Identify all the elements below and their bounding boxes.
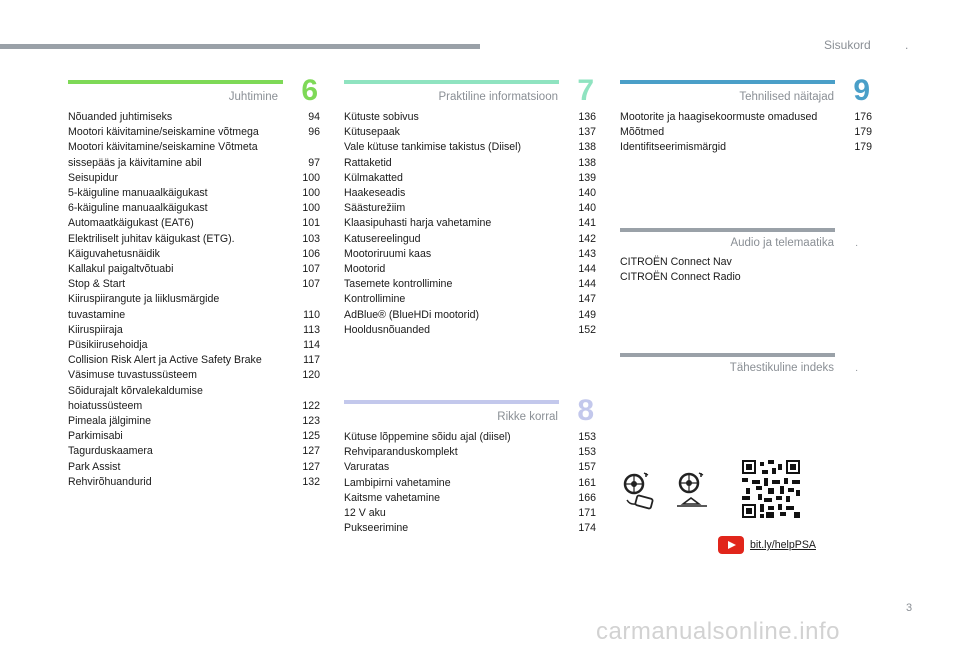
toc-item-page: 113: [303, 323, 320, 336]
toc-item-page: 106: [302, 247, 320, 260]
toc-item-label: Käiguvahetusnäidik: [68, 247, 160, 260]
toc-item-page: 127: [302, 460, 320, 473]
section-rikke: [344, 394, 596, 540]
toc-item-page: 97: [308, 156, 320, 169]
toc-item[interactable]: [68, 429, 320, 444]
toc-item-page: 110: [303, 308, 320, 321]
toc-item-page: 144: [578, 278, 596, 291]
toc-item-label: Kaitsme vahetamine: [344, 491, 440, 504]
toc-item-page: 152: [578, 323, 596, 336]
section-title: Tehnilised näitajad: [739, 91, 834, 103]
toc-item-page: 179: [854, 126, 872, 139]
toc-item[interactable]: [68, 110, 320, 125]
toc-item-label: Mootoriruumi kaas: [344, 247, 432, 260]
section-number: 8: [577, 394, 594, 427]
toc-item[interactable]: [68, 460, 320, 475]
section-number: 6: [301, 74, 318, 107]
toc-item[interactable]: [68, 277, 320, 292]
toc-item[interactable]: [68, 338, 320, 353]
toc-item-page: 174: [578, 522, 596, 535]
toc-item-label: Pimeala jälgimine: [68, 415, 152, 428]
toc-item-page: 125: [302, 430, 320, 443]
page-number: 3: [906, 602, 913, 614]
toc-item[interactable]: [68, 232, 320, 247]
section-number: 7: [577, 74, 594, 107]
toc-item[interactable]: [68, 171, 320, 186]
toc-item-label: Mootorid: [344, 263, 386, 276]
toc-item[interactable]: [344, 292, 596, 307]
toc-item-page: 107: [302, 263, 320, 276]
toc-list: [620, 110, 872, 156]
help-link[interactable]: [718, 536, 816, 554]
section-bar: [68, 80, 283, 84]
toc-item[interactable]: [344, 506, 596, 521]
toc-item-label: Haakeseadis: [344, 187, 406, 200]
toc-item[interactable]: [68, 414, 320, 429]
section-bar: [344, 400, 559, 404]
toc-item-page: 143: [578, 247, 596, 260]
section-bar: [344, 80, 559, 84]
toc-item[interactable]: [344, 125, 596, 140]
audio-line: CITROËN Connect Nav: [620, 256, 732, 268]
qr-code-icon[interactable]: [742, 460, 800, 518]
section-juhtimine: [68, 74, 320, 490]
toc-item-page: 120: [302, 369, 320, 382]
toc-item-page: 142: [578, 232, 596, 245]
toc-item[interactable]: [620, 125, 872, 140]
toc-item[interactable]: [68, 201, 320, 216]
toc-item[interactable]: [68, 247, 320, 262]
toc-item-page: 137: [578, 126, 596, 139]
toc-item[interactable]: [344, 476, 596, 491]
toc-list: [344, 430, 596, 536]
toc-item-page: 100: [302, 187, 320, 200]
toc-item-label: Kallakul paigaltvõtuabi: [68, 263, 174, 276]
toc-list: [344, 110, 596, 338]
toc-item[interactable]: [68, 186, 320, 201]
toc-item-label: Väsimuse tuvastussüsteem: [68, 369, 197, 382]
toc-item[interactable]: [344, 277, 596, 292]
toc-item-label: Püsikiirusehoidja: [68, 339, 148, 352]
toc-item-page: 139: [578, 171, 596, 184]
toc-item[interactable]: [344, 156, 596, 171]
toc-item[interactable]: [344, 262, 596, 277]
toc-item-label: Hooldusnõuanded: [344, 323, 431, 336]
toc-item[interactable]: [68, 384, 320, 414]
toc-item-page: 157: [578, 461, 596, 474]
toc-item-label: Park Assist: [68, 460, 121, 473]
toc-item-label: Elektriliselt juhitav käigukast (ETG).: [68, 232, 235, 245]
toc-item-label: 5-käiguline manuaalkäigukast: [68, 187, 208, 200]
toc-item-page: 161: [578, 476, 596, 489]
toc-item-page: 100: [302, 202, 320, 215]
toc-item-label: Collision Risk Alert ja Active Safety Brake: [68, 354, 262, 367]
toc-item-page: 179: [854, 141, 872, 154]
toc-item-label: Mõõtmed: [620, 126, 665, 139]
toc-item-label: Katusereelingud: [344, 232, 421, 245]
section-tehnilised: [620, 74, 872, 160]
toc-item-page: 138: [578, 141, 596, 154]
toc-item-page: 153: [578, 431, 596, 443]
section-bar: [620, 228, 835, 232]
toc-list: [68, 110, 320, 490]
toc-item[interactable]: [344, 521, 596, 536]
section-audio: [620, 228, 872, 298]
toc-item[interactable]: [68, 140, 320, 170]
toc-item-label: Seisupidur: [68, 171, 119, 184]
toc-item-page: 123: [302, 415, 320, 428]
toc-item-page: 114: [303, 339, 320, 352]
toc-item-page: 132: [302, 475, 320, 488]
toc-item[interactable]: [68, 353, 320, 368]
spare-wheel-jack-icon: [675, 470, 711, 510]
audio-line: CITROËN Connect Radio: [620, 271, 741, 283]
toc-item-label: Sõidurajalt kõrvalekaldumise hoiatussüsteem: [68, 384, 203, 412]
toc-item-page: 117: [303, 354, 320, 367]
toc-item[interactable]: [344, 171, 596, 186]
toc-item-page: 103: [302, 232, 320, 245]
section-title: Juhtimine: [228, 91, 278, 103]
toc-item-label: Mootori käivitamine/seiskamine Võtmeta sissepääs ja käivitamine abil: [68, 141, 258, 169]
toc-item-page: 176: [854, 111, 872, 123]
toc-item-label: Rattaketid: [344, 156, 392, 169]
toc-item[interactable]: [344, 430, 596, 445]
toc-item-label: AdBlue® (BlueHDi mootorid): [344, 308, 479, 321]
toc-item[interactable]: [68, 323, 320, 338]
toc-item-page: 166: [578, 491, 596, 504]
header-dot: .: [905, 38, 909, 52]
toc-item-label: Kiiruspiiraja: [68, 323, 123, 336]
toc-item-label: Klaasipuhasti harja vahetamine: [344, 217, 492, 230]
toc-item[interactable]: [344, 216, 596, 231]
section-dot: .: [855, 238, 858, 249]
toc-item[interactable]: [344, 201, 596, 216]
toc-item-page: 101: [302, 217, 320, 230]
toc-item-label: Nõuanded juhtimiseks: [68, 111, 173, 123]
toc-item-label: Rehvirõhuandurid: [68, 475, 152, 488]
toc-item-page: 122: [302, 399, 320, 412]
toc-item[interactable]: [68, 292, 320, 322]
toc-item[interactable]: [68, 125, 320, 140]
toc-item-label: Pukseerimine: [344, 522, 409, 535]
toc-item-page: 140: [578, 187, 596, 200]
toc-item-page: 136: [578, 111, 596, 123]
toc-item[interactable]: [344, 491, 596, 506]
toc-item-page: 153: [578, 446, 596, 459]
toc-item-label: Stop & Start: [68, 278, 126, 291]
toc-item-label: Tasemete kontrollimine: [344, 278, 453, 291]
toc-item[interactable]: [344, 110, 596, 125]
wheel-repair-kit-icon: [622, 470, 658, 510]
toc-item-label: Vale kütuse tankimise takistus (Diisel): [344, 141, 522, 154]
toc-item[interactable]: [68, 444, 320, 459]
toc-item-label: Kütusepaak: [344, 126, 400, 139]
section-title: Rikke korral: [497, 411, 558, 423]
toc-item-page: 127: [302, 445, 320, 458]
toc-item-label: Kütuste sobivus: [344, 111, 419, 123]
toc-item-label: 6-käiguline manuaalkäigukast: [68, 202, 208, 215]
toc-item[interactable]: [344, 445, 596, 460]
section-bar: [620, 353, 835, 357]
toc-item-page: 147: [578, 293, 596, 306]
toc-item-label: Lambipirni vahetamine: [344, 476, 451, 489]
section-number: 9: [853, 74, 870, 107]
toc-item-label: Kütuse lõppemine sõidu ajal (diisel): [344, 431, 511, 443]
toc-item-page: 171: [578, 507, 596, 520]
toc-item[interactable]: [620, 110, 872, 125]
toc-item-label: Parkimisabi: [68, 430, 123, 443]
toc-item[interactable]: [344, 323, 596, 338]
toc-item-page: 96: [308, 126, 320, 139]
toc-item-label: Identifitseerimismärgid: [620, 141, 726, 154]
youtube-play-icon[interactable]: [718, 536, 744, 554]
toc-item-page: 140: [578, 202, 596, 215]
top-bar: [0, 44, 480, 49]
toc-item-page: 149: [578, 308, 596, 321]
toc-item-page: 138: [578, 156, 596, 169]
toc-item[interactable]: [344, 140, 596, 155]
toc-item[interactable]: [620, 140, 872, 155]
section-title: Tähestikuline indeks: [729, 362, 834, 374]
toc-item-label: Külmakatted: [344, 171, 403, 184]
toc-item[interactable]: [68, 216, 320, 231]
toc-item-label: Rehviparanduskomplekt: [344, 446, 458, 459]
toc-item-label: Mootori käivitamine/seiskamine võtmega: [68, 126, 259, 139]
toc-item-page: 107: [302, 278, 320, 291]
section-praktiline: [344, 74, 596, 350]
toc-item[interactable]: [344, 232, 596, 247]
toc-item[interactable]: [344, 186, 596, 201]
section-bar: [620, 80, 835, 84]
toc-item-page: 144: [578, 263, 596, 276]
section-title: Audio ja telemaatika: [730, 237, 834, 249]
help-link-text[interactable]: bit.ly/helpPSA: [750, 539, 816, 551]
toc-item-page: 141: [578, 217, 596, 230]
toc-item-label: Kiiruspiirangute ja liiklusmärgide tuvastamine: [68, 293, 220, 321]
toc-item[interactable]: [68, 262, 320, 277]
toc-item[interactable]: [344, 460, 596, 475]
toc-item-label: Automaatkäigukast (EAT6): [68, 217, 194, 230]
toc-item-label: Kontrollimine: [344, 293, 406, 306]
page-title: Sisukord: [824, 38, 871, 52]
toc-item-page: 94: [308, 111, 320, 123]
toc-item-label: Tagurduskaamera: [68, 445, 153, 458]
watermark: carmanualsonline.info: [596, 618, 840, 645]
section-dot: .: [855, 363, 858, 374]
toc-item[interactable]: [344, 308, 596, 323]
toc-item[interactable]: [68, 368, 320, 383]
toc-item[interactable]: [344, 247, 596, 262]
section-title: Praktiline informatsioon: [438, 91, 558, 103]
toc-item-label: Mootorite ja haagisekoormuste omadused: [620, 111, 818, 123]
toc-item-label: 12 V aku: [344, 507, 386, 520]
toc-item-label: Säästurežiim: [344, 202, 406, 215]
toc-item[interactable]: [68, 475, 320, 490]
toc-item-label: Varuratas: [344, 461, 390, 474]
section-indeks: [620, 353, 872, 383]
toc-item-page: 100: [302, 171, 320, 184]
